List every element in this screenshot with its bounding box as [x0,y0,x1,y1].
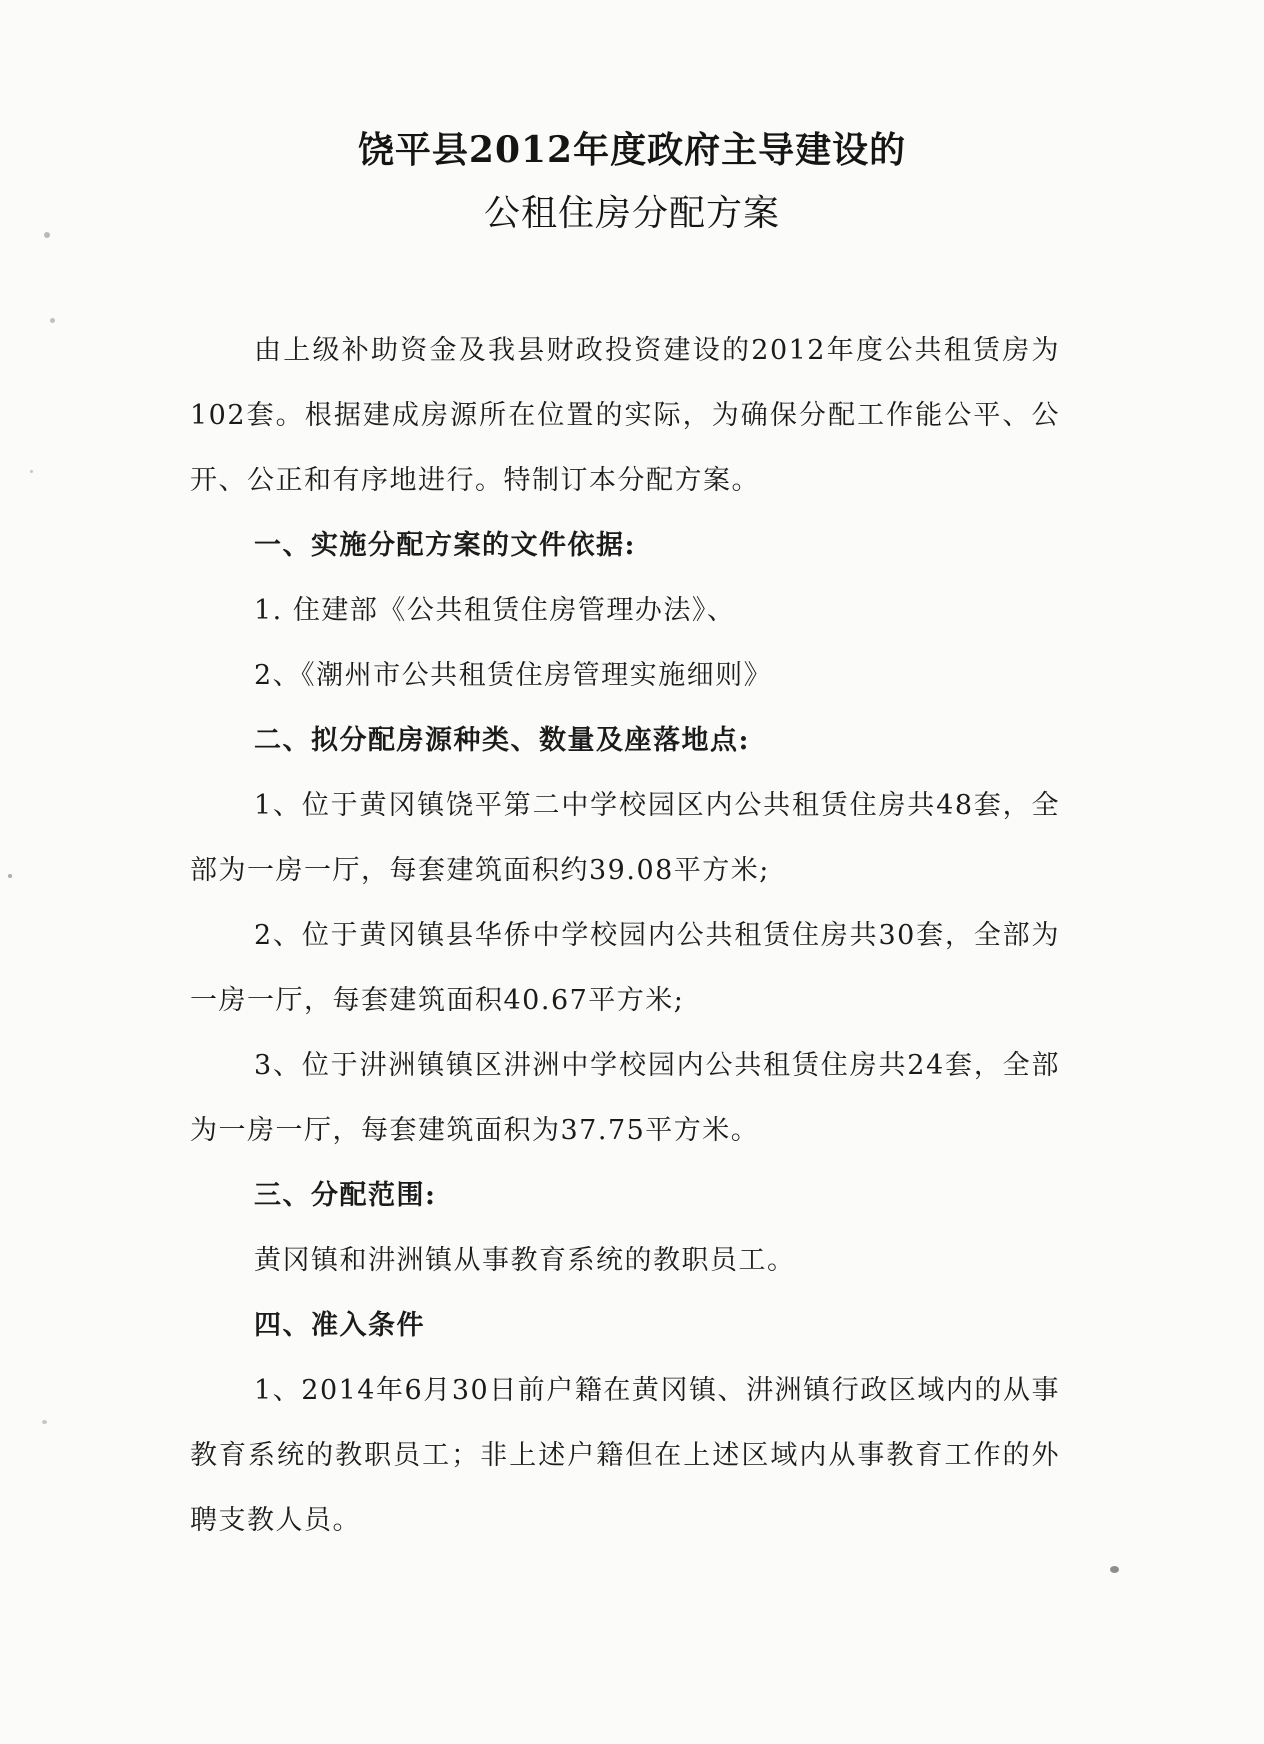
scan-speck [8,874,12,878]
section3-heading: 三、分配范围: [254,1180,437,1211]
document-title [0,118,1264,246]
scan-speck [30,470,33,473]
title-line-1: 饶平县2012年度政府主导建设的 [357,129,907,171]
section2-item: 1、位于黄冈镇饶平第二中学校园区内公共租赁住房共48套，全部为一房一厅，每套建筑面积约39.08平方米; [190,790,1060,886]
section2-item: 2、位于黄冈镇县华侨中学校园内公共租赁住房共30套，全部为一房一厅，每套建筑面积40.67平方米; [190,920,1060,1016]
document-body [190,318,1060,1553]
scan-speck [42,1420,47,1424]
section1-item: 2、《潮州市公共租赁住房管理实施细则》 [254,660,773,691]
title-line-2: 公租住房分配方案 [483,193,780,234]
intro-paragraph: 由上级补助资金及我县财政投资建设的2012年度公共租赁房为102套。根据建成房源所在位置的实际，为确保分配工作能公平、公开、公正和有序地进行。特制订本分配方案。 [190,335,1060,496]
section2-item: 3、位于汫洲镇镇区汫洲中学校园内公共租赁住房共24套，全部为一房一厅，每套建筑面积为37.75平方米。 [190,1050,1060,1146]
section1-heading: 一、实施分配方案的文件依据: [254,530,636,561]
section4-heading: 四、准入条件 [254,1310,425,1341]
scan-speck [50,318,55,323]
section2-heading: 二、拟分配房源种类、数量及座落地点: [254,725,750,756]
scan-speck [1110,1566,1119,1573]
section4-item: 1、2014年6月30日前户籍在黄冈镇、汫洲镇行政区域内的从事教育系统的教职员工；非上述户籍但在上述区域内从事教育工作的外聘支教人员。 [190,1375,1060,1536]
section1-item: 1. 住建部《公共租赁住房管理办法》、 [254,595,736,626]
section3-text: 黄冈镇和汫洲镇从事教育系统的教职员工。 [254,1245,796,1276]
